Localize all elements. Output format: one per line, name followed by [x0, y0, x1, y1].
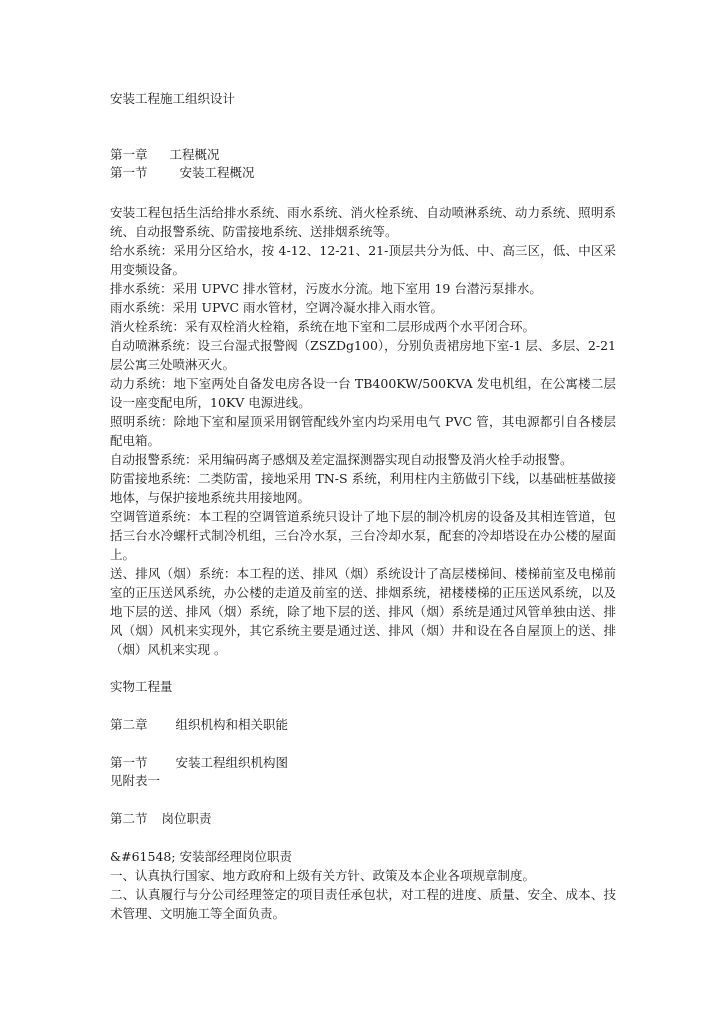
paragraph-lightning-grounding: 防雷接地系统：二类防雷，接地采用 TN-S 系统，利用柱内主筋做引下线，以基础桩基做接地体，与保护接地系统共用接地网。 [110, 471, 616, 505]
paragraph-drainage: 排水系统：采用 UPVC 排水管材，污废水分流。地下室用 19 台潜污泵排水。 [110, 281, 542, 296]
paragraph-rainwater: 雨水系统：采用 UPVC 雨水管材，空调冷凝水排入雨水管。 [110, 300, 443, 315]
see-table-note: 见附表一 [110, 773, 161, 788]
section-2-1-name: 安装工程组织机构图 [175, 755, 289, 770]
chapter-2-name: 组织机构和相关职能 [175, 717, 289, 732]
section-2-2-name: 岗位职责 [161, 811, 212, 826]
section-2-1-heading [110, 754, 288, 772]
section-1-1-heading [110, 164, 255, 182]
section-1-1-number: 第一节 [110, 165, 148, 180]
chapter-1-heading [110, 146, 220, 164]
paragraph-hvac: 空调管道系统：本工程的空调管道系统只设计了地下层的制冷机房的设备及其相连管道，包括三台水冷螺杆式制冷机组，三台冷水泵，三台冷却水泵，配套的冷却塔设在办公楼的屋面上。 [110, 509, 616, 562]
chapter-2-number: 第二章 [110, 717, 148, 732]
chapter-1-name: 工程概况 [169, 147, 220, 162]
section-2-2-heading [110, 810, 212, 828]
quantities-heading: 实物工程量 [110, 679, 173, 694]
paragraph-lighting: 照明系统：除地下室和屋顶采用钢管配线外室内均采用电气 PVC 管，其电源都引自各楼层配电箱。 [110, 414, 616, 448]
section-2-1-number: 第一节 [110, 755, 148, 770]
paragraph-sprinkler: 自动喷淋系统：设三台湿式报警阀（ZSZDg100），分别负责裙房地下室-1 层、多层、2-21 层公寓三处喷淋灭火。 [110, 338, 616, 372]
manager-duties-heading: &#61548; 安装部经理岗位职责 [110, 849, 293, 864]
duty-item-1: 一、认真执行国家、地方政府和上级有关方针、政策及本企业各项规章制度。 [110, 868, 536, 883]
paragraph-overview: 安装工程包括生活给排水系统、雨水系统、消火栓系统、自动喷淋系统、动力系统、照明系统、自动报警系统、防雷接地系统、送排烟系统等。 [110, 205, 616, 239]
paragraph-hydrant: 消火栓系统：采有双栓消火栓箱，系统在地下室和二层形成两个水平闭合环。 [110, 319, 536, 334]
section-2-2-number: 第二节 [110, 811, 148, 826]
chapter-2-heading [110, 716, 288, 734]
chapter-1-number: 第一章 [110, 147, 148, 162]
paragraph-water-supply: 给水系统：采用分区给水，按 4-12、12-21、21-顶层共分为低、中、高三区，低、中区采用变频设备。 [110, 243, 616, 277]
section-1-1-name: 安装工程概况 [179, 165, 255, 180]
paragraph-alarm: 自动报警系统：采用编码离子感烟及差定温探测器实现自动报警及消火栓手动报警。 [110, 452, 573, 467]
document-title: 安装工程施工组织设计 [110, 91, 236, 106]
paragraph-ventilation: 送、排风（烟）系统：本工程的送、排风（烟）系统设计了高层楼梯间、楼梯前室及电梯前室的正压送风系统，办公楼的走道及前室的送、排烟系统，裙楼楼梯的正压送风系统，以及地下层的送、排风（烟）系统，除了地下层的送、排风（烟）系统是通过风管单独由送、排风（烟）风机来实现外，其它系统主要是通过送、排风（烟）井和设在各自屋顶上的送、排（烟）风机来实现 。 [110, 566, 616, 657]
paragraph-power: 动力系统：地下室两处自备发电房各设一台 TB400KW/500KVA 发电机组，在公寓楼二层设一座变配电所，10KV 电源进线。 [110, 376, 616, 410]
duty-item-2: 二、认真履行与分公司经理签定的项目责任承包状，对工程的进度、质量、安全、成本、技术管理、文明施工等全面负责。 [110, 887, 616, 921]
